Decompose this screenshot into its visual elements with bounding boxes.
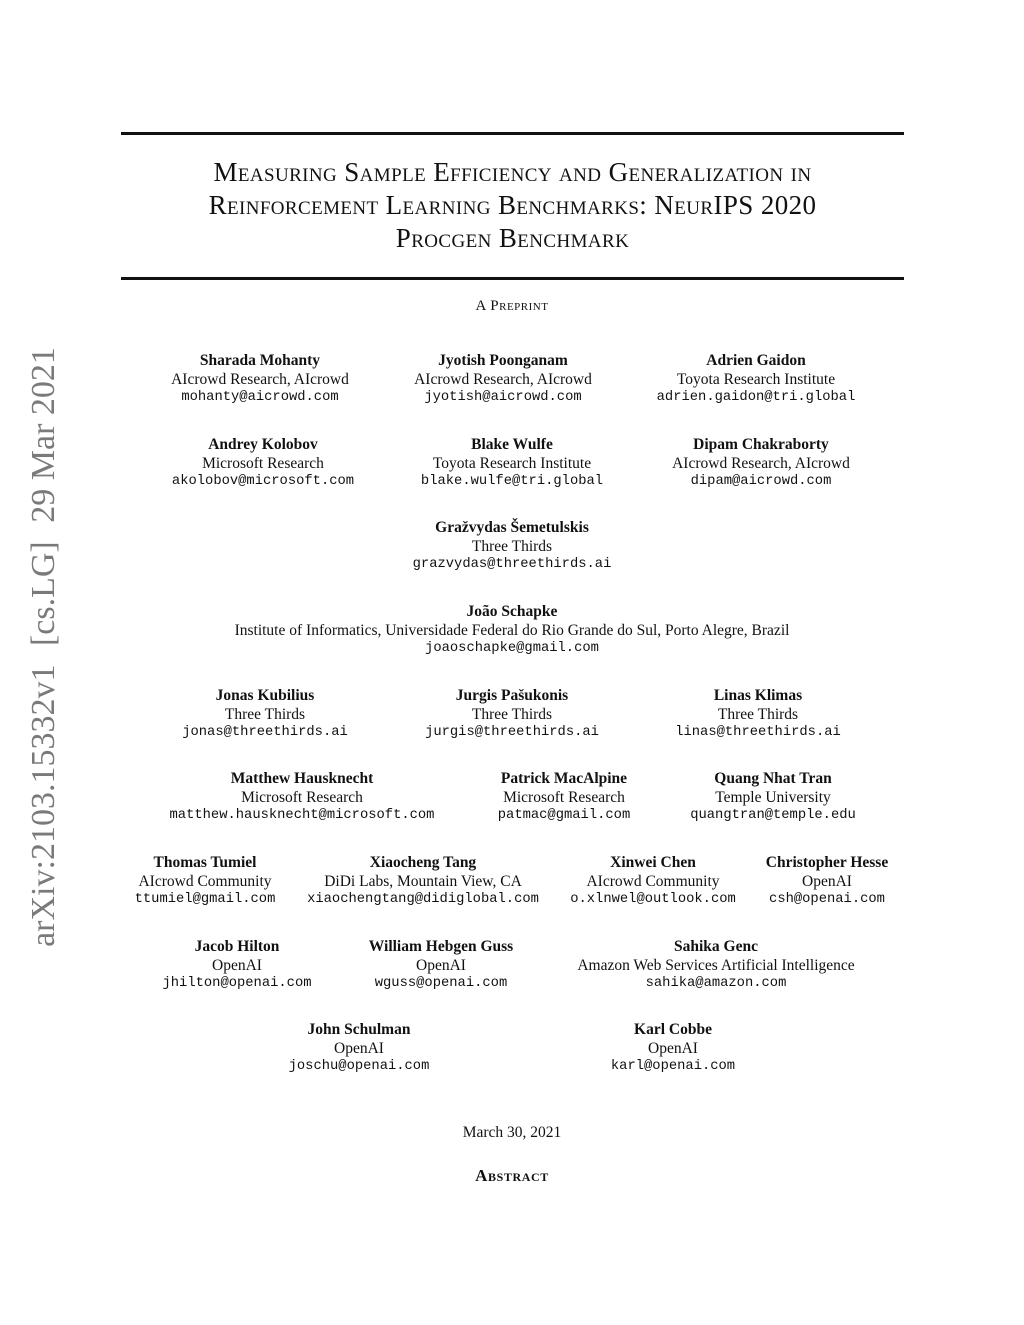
- author-affiliation: OpenAI: [802, 872, 852, 890]
- author-email: ttumiel@gmail.com: [134, 892, 276, 908]
- author-name: Jonas Kubilius: [215, 687, 315, 704]
- author-affiliation: DiDi Labs, Mountain View, CA: [324, 872, 522, 890]
- title-top-rule: [121, 132, 904, 135]
- author-email: joschu@openai.com: [288, 1059, 430, 1075]
- paper-date: March 30, 2021: [462, 1124, 562, 1141]
- author-name: Christopher Hesse: [765, 854, 889, 871]
- author-name: Linas Klimas: [713, 687, 803, 704]
- author-name: Thomas Tumiel: [153, 854, 257, 871]
- author-email: jhilton@openai.com: [162, 976, 312, 992]
- author-name: Sharada Mohanty: [199, 352, 321, 369]
- author-email: dipam@aicrowd.com: [690, 474, 832, 490]
- author-email: xiaochengtang@didiglobal.com: [307, 892, 539, 908]
- author-email: patmac@gmail.com: [497, 808, 631, 824]
- author-name: Jurgis Pašukonis: [455, 687, 569, 704]
- author-block: [135, 854, 276, 910]
- author-email: blake.wulfe@tri.global: [420, 474, 604, 490]
- author-name: Patrick MacAlpine: [500, 770, 628, 787]
- author-affiliation: Amazon Web Services Artificial Intelligence: [577, 956, 855, 974]
- author-affiliation: Microsoft Research: [503, 788, 625, 806]
- author-email: quangtran@temple.edu: [690, 808, 856, 824]
- title-bottom-rule: [121, 277, 904, 280]
- author-name: Jyotish Poonganam: [438, 352, 568, 369]
- author-name: John Schulman: [307, 1021, 411, 1038]
- author-block: [690, 770, 856, 826]
- author-name: Quang Nhat Tran: [714, 770, 832, 787]
- author-block: [170, 770, 435, 826]
- author-block: [307, 854, 539, 910]
- arxiv-date: 29 Mar 2021: [25, 347, 62, 523]
- author-affiliation: Toyota Research Institute: [432, 454, 592, 472]
- author-name: Andrey Kolobov: [208, 436, 318, 453]
- author-block: [421, 436, 603, 492]
- author-email: csh@openai.com: [769, 892, 885, 908]
- author-name: William Hebgen Guss: [368, 938, 514, 955]
- author-block: [570, 854, 736, 910]
- author-affiliation: AIcrowd Research, AIcrowd: [171, 370, 349, 388]
- author-name: João Schapke: [466, 603, 558, 620]
- author-block: [657, 352, 856, 408]
- author-affiliation: Microsoft Research: [202, 454, 324, 472]
- author-affiliation: Institute of Informatics, Universidade Federal do Rio Grande do Sul, Porto Alegre, Brazil: [234, 621, 790, 639]
- author-email: linas@threethirds.ai: [675, 725, 841, 741]
- author-email: karl@openai.com: [610, 1059, 736, 1075]
- author-email: adrien.gaidon@tri.global: [656, 390, 856, 406]
- author-name: Adrien Gaidon: [706, 352, 806, 369]
- author-block: [498, 770, 630, 826]
- author-email: akolobov@microsoft.com: [171, 474, 355, 490]
- abstract-heading: Abstract: [475, 1166, 549, 1185]
- author-name: Sahika Genc: [674, 938, 758, 955]
- author-affiliation: Temple University: [715, 788, 831, 806]
- author-affiliation: OpenAI: [212, 956, 262, 974]
- author-affiliation: Microsoft Research: [241, 788, 363, 806]
- author-block: [182, 687, 348, 743]
- author-affiliation: Three Thirds: [717, 705, 799, 723]
- author-block: [672, 436, 850, 492]
- author-email: jonas@threethirds.ai: [182, 725, 348, 741]
- author-block: [171, 352, 349, 408]
- author-block: [413, 519, 612, 575]
- arxiv-id: arXiv:2103.15332v1: [25, 664, 62, 947]
- author-email: o.xlnwel@outlook.com: [570, 892, 736, 908]
- author-block: [235, 603, 790, 659]
- author-email: mohanty@aicrowd.com: [181, 390, 339, 406]
- author-email: jurgis@threethirds.ai: [425, 725, 599, 741]
- author-affiliation: OpenAI: [648, 1039, 698, 1057]
- title-line: Reinforcement Learning Benchmarks: NeurIPS 2020: [208, 190, 817, 220]
- title-line: Measuring Sample Efficiency and Generalization in: [213, 157, 812, 187]
- author-name: Gražvydas Šemetulskis: [435, 519, 589, 536]
- paper-title: [121, 156, 904, 255]
- author-block: [369, 938, 513, 994]
- author-block: [289, 1021, 430, 1077]
- author-block: [766, 854, 888, 910]
- author-block: [172, 436, 354, 492]
- author-email: jyotish@aicrowd.com: [424, 390, 582, 406]
- author-affiliation: Three Thirds: [224, 705, 306, 723]
- author-block: [162, 938, 311, 994]
- author-email: matthew.hausknecht@microsoft.com: [169, 808, 435, 824]
- author-affiliation: AIcrowd Community: [138, 872, 272, 890]
- author-email: grazvydas@threethirds.ai: [412, 557, 612, 573]
- author-name: Dipam Chakraborty: [693, 436, 829, 453]
- author-email: wguss@openai.com: [374, 976, 508, 992]
- author-affiliation: AIcrowd Research, AIcrowd: [414, 370, 592, 388]
- author-email: joaoschapke@gmail.com: [425, 641, 599, 657]
- author-block: [425, 687, 599, 743]
- author-name: Jacob Hilton: [194, 938, 280, 955]
- author-affiliation: Three Thirds: [471, 705, 553, 723]
- preprint-label: A Preprint: [475, 298, 549, 314]
- arxiv-sidebar-stamp: [25, 342, 63, 952]
- author-block: [675, 687, 841, 743]
- author-affiliation: OpenAI: [416, 956, 466, 974]
- author-name: Blake Wulfe: [471, 436, 553, 453]
- author-affiliation: OpenAI: [334, 1039, 384, 1057]
- arxiv-category: [cs.LG]: [25, 541, 62, 647]
- title-line: Procgen Benchmark: [395, 223, 630, 253]
- author-block: [577, 938, 854, 994]
- author-affiliation: Toyota Research Institute: [676, 370, 836, 388]
- author-name: Karl Cobbe: [634, 1021, 712, 1038]
- author-block: [611, 1021, 735, 1077]
- author-name: Xiaocheng Tang: [369, 854, 477, 871]
- author-name: Xinwei Chen: [610, 854, 696, 871]
- author-email: sahika@amazon.com: [645, 976, 787, 992]
- author-block: [414, 352, 592, 408]
- author-affiliation: AIcrowd Community: [586, 872, 720, 890]
- author-name: Matthew Hausknecht: [230, 770, 374, 787]
- author-affiliation: AIcrowd Research, AIcrowd: [672, 454, 850, 472]
- author-affiliation: Three Thirds: [471, 537, 553, 555]
